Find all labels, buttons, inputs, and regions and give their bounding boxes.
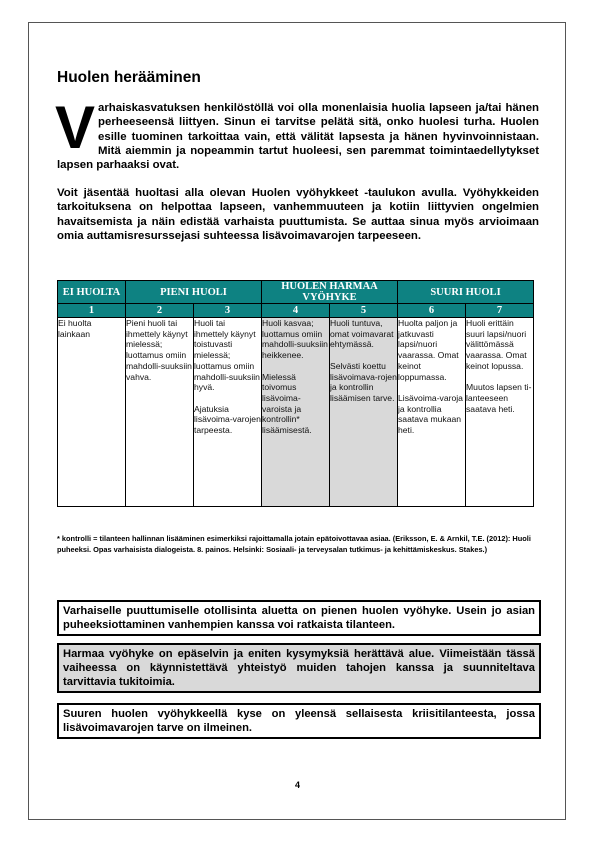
zone-number: 7 [466, 304, 534, 318]
zone-text: Huoli kasvaa; luottamus omiin mahdolli-suuksiin heikkenee. [262, 318, 328, 361]
zone-number: 6 [398, 304, 466, 318]
zone-text: Lisävoima-varoja ja kontrollia saatava mukaan heti. [398, 392, 463, 436]
zone-text: Mielessä toivomus lisävoima-varoista ja kontrollin* lisäämisestä. [262, 371, 312, 436]
zone-number: 1 [58, 304, 126, 318]
big-worry-box [57, 703, 541, 739]
zone-text: Selvästi koettu lisävoimava-rojen ja kontrollin lisäämisen tarve. [330, 360, 397, 403]
drop-cap: V [55, 94, 96, 161]
zone-text: Huoli tai ihmettely käynyt toistuvasti mielessä; luottamus omiin mahdolli-suuksiin hyvä. [194, 318, 260, 393]
zone-text: Ajatuksia lisävoima-varojen tarpeesta. [194, 403, 261, 436]
page-number: 4 [294, 780, 300, 790]
zone-cell-1 [58, 318, 126, 507]
header-small-worry: PIENI HUOLI [126, 281, 262, 304]
zone-text: Muutos lapsen ti-lanteeseen saatava heti. [466, 382, 532, 414]
box-text: Varhaiselle puuttumiselle otollisinta aluetta on pienen huolen vyöhyke. Usein jo asian puheeksiottaminen vanhempien kanssa voi ratkaista tilanteen. [63, 605, 535, 631]
zone-cell-2 [126, 318, 194, 507]
zone-cell-4 [262, 318, 330, 507]
zone-number: 2 [126, 304, 194, 318]
intro-section [55, 94, 539, 172]
box-text: Suuren huolen vyöhykkeellä kyse on yleensä sellaisesta kriisitilanteesta, jossa lisävoimavarojen tarve on ilmeinen. [63, 708, 535, 734]
zone-cell-7 [466, 318, 534, 507]
worry-zones-table [57, 280, 534, 507]
page-title: Huolen herääminen [57, 69, 201, 86]
zone-number: 4 [262, 304, 330, 318]
zone-cell-5 [330, 318, 398, 507]
footnote: * kontrolli = tilanteen hallinnan lisääminen esimerkiksi rajoittamalla jotain epätoivottavaa asiaa. (Eriksson, E. & Arnkil, T.E. (2012): Huoli puheeksi. Opas varhaisista dialogeista. 8. painos. Helsinki: Sosiaali- ja terveysalan tutkimus- ja kehittämiskeskus. Stakes.) [57, 534, 531, 554]
zone-text: Huoli erittäin suuri lapsi/nuori välittömässä vaarassa. Omat keinot lopussa. [466, 318, 527, 371]
gray-zone-box [57, 643, 541, 693]
header-no-worry: EI HUOLTA [58, 281, 126, 304]
zone-number: 5 [330, 304, 398, 318]
zone-cell-6 [398, 318, 466, 507]
small-worry-box [57, 600, 541, 636]
zone-text: Huolta paljon ja jatkuvasti lapsi/nuori vaarassa. Omat keinot loppumassa. [398, 318, 459, 382]
zone-text: Ei huolta lainkaan [58, 318, 92, 339]
zone-cell-3 [194, 318, 262, 507]
zones-intro-paragraph: Voit jäsentää huoltasi alla olevan Huolen vyöhykkeet -taulukon avulla. Vyöhykkeiden tarkoituksena on helpottaa lapseen, vanhemmuuteen ja kotiin liittyvien ongelmien havaitsemista ja näin edistää varhaista puuttumista. Se auttaa sinua myös arvioimaan omia auttamisresurssejasi suhteessa lisävoimavarojen tarpeeseen. [57, 187, 539, 242]
zone-text: Pieni huoli tai ihmettely käynyt mielessä; luottamus omiin mahdolli-suuksiin vahva. [126, 318, 192, 382]
zone-text: Huoli tuntuva, omat voimavarat ehtymässä. [330, 318, 394, 350]
intro-paragraph: arhaiskasvatuksen henkilöstöllä voi olla monenlaisia huolia lapseen ja/tai hänen perheeseensä liittyen. Sinun ei tarvitse pelätä sitä, onko huolesi turha. Huolen esille tuominen tarkoittaa vain, että välität lapsesta ja hänen hyvinvoinnistaan. Mitä aiemmin ja nopeammin tartut huoleesi, sen paremmat toimintaedellytykset lapsen parhaaksi ovat. [57, 102, 539, 172]
zone-number: 3 [194, 304, 262, 318]
header-big-worry: SUURI HUOLI [398, 281, 534, 304]
box-text: Harmaa vyöhyke on epäselvin ja eniten kysymyksiä herättävä alue. Viimeistään tässä vaiheessa on käynnistettävä yhteistyö muiden tahojen kanssa ja suunniteltava tarvittavia tukitoimia. [63, 648, 535, 688]
header-gray-zone: HUOLEN HARMAA VYÖHYKE [262, 281, 398, 304]
